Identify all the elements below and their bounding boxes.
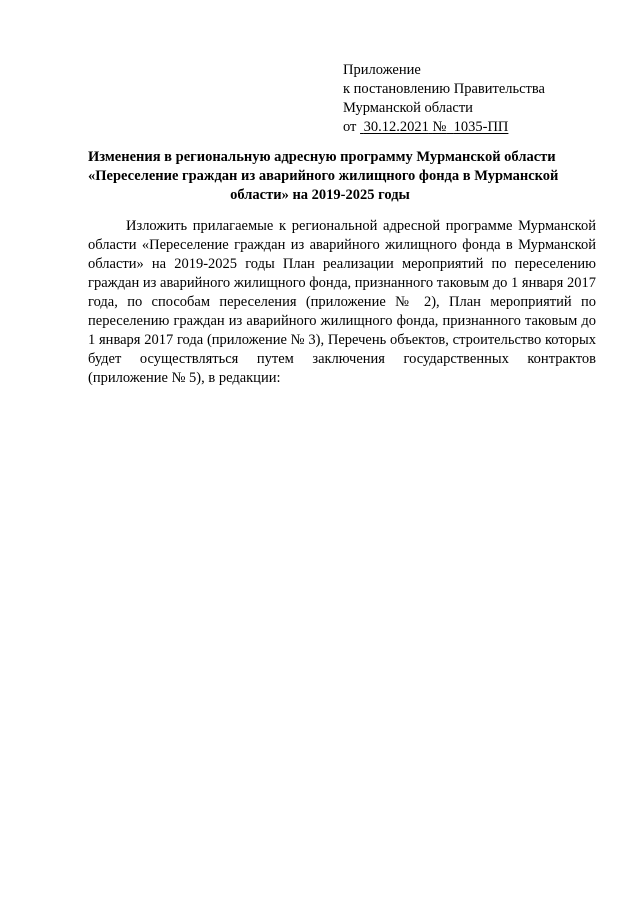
appendix-line-1: Приложение — [343, 62, 421, 78]
number-prefix: № — [432, 119, 447, 135]
appendix-line-3: Мурманской области — [343, 100, 473, 116]
appendix-header — [343, 61, 603, 137]
title-line-3: области» на 2019-2025 годы — [230, 187, 410, 203]
document-title — [88, 148, 559, 205]
document-number: 1035-ПП — [453, 119, 509, 135]
body-paragraph: Изложить прилагаемые к региональной адресной программе Мурманской области «Переселение граждан из аварийного жилищного фонда в Мурманской области» на 2019-2025 годы План реализации мероприятий по переселению граждан из аварийного жилищного фонда, признанного таковым до 1 января 2017 года, по способам переселения (приложение № 2), План мероприятий по переселению граждан из аварийного жилищного фонда, признанного таковым до 1 января 2017 года (приложение № 3), Перечень объектов, строительство которых будет осуществляться путем заключения государственных контрактов (приложение № 5), в редакции: — [88, 218, 596, 386]
appendix-date-line — [343, 118, 603, 137]
document-date: 30.12.2021 — [363, 119, 429, 135]
title-line-2: «Переселение граждан из аварийного жилищного фонда в Мурманской — [88, 168, 559, 184]
title-line-1: Изменения в региональную адресную программу Мурманской области — [88, 149, 556, 165]
date-prefix: от — [343, 119, 357, 135]
appendix-line-2: к постановлению Правительства — [343, 81, 545, 97]
